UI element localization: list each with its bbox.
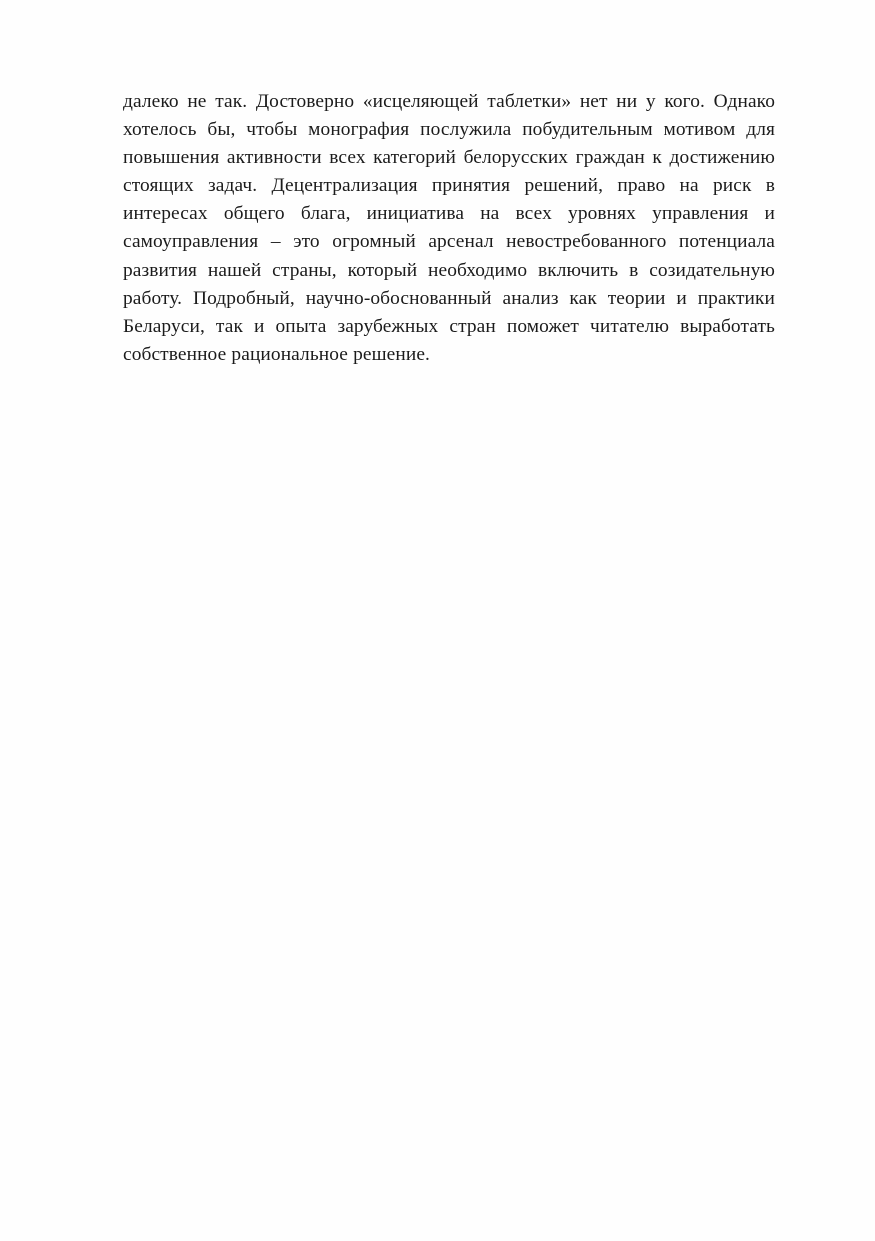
body-paragraph: далеко не так. Достоверно «исцеляющей таблетки» нет ни у кого. Однако хотелось бы, чтобы монография послужила побудительным мотивом для повышения активности всех категорий белорусских граждан к достижению стоящих задач. Децентрализация принятия решений, право на риск в интересах общего блага, инициатива на всех уровнях управления и самоуправления – это огромный арсенал невостребованного потенциала развития нашей страны, который необходимо включить в созидательную работу. Подробный, научно-обоснованный анализ как теории и практики Беларуси, так и опыта зарубежных стран поможет читателю выработать собственное рациональное решение. (123, 91, 775, 365)
body-text-block (123, 88, 775, 369)
